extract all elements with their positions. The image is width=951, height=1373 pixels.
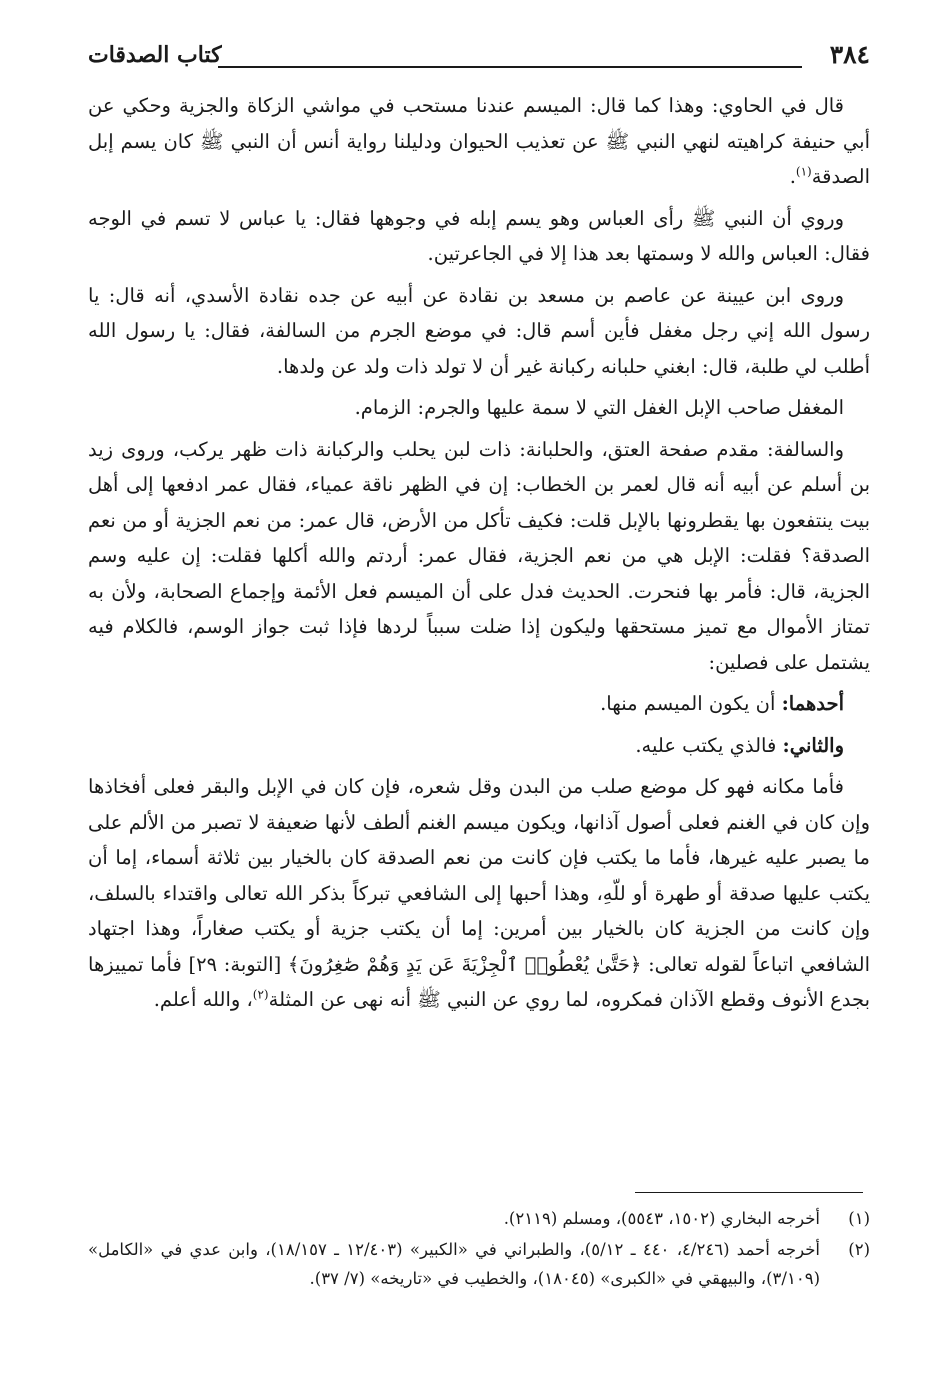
running-title: كتاب الصدقات: [88, 42, 222, 68]
footnotes: [88, 1204, 870, 1295]
section-item: والثاني: فالذي يكتب عليه.: [635, 733, 844, 757]
paragraph: وروي أن النبي ﷺ رأى العباس وهو يسم إبله في وجوهها فقال: يا عباس لا تسم في الوجه فقال: العباس والله لا وسمتها بعد هذا إلا في الجاعرتين.: [88, 206, 870, 265]
section-lead: أحدهما:: [781, 692, 844, 715]
page-number: ٣٨٤: [829, 40, 870, 69]
footnote-rule: [635, 1192, 863, 1193]
header-rule: [218, 66, 802, 68]
footnote-ref: (١): [795, 164, 812, 179]
footnote: [88, 1204, 870, 1233]
paragraph: فأما مكانه فهو كل موضع صلب من البدن وقل شعره، فإن كان في الإبل والبقر فعلى أفخاذها وإن كان في الغنم فعلى أصول آذانها، ويكون ميسم الغنم ألطف لأنها ضعيفة لا تصبر من الألم على ما يصبر عليه غيرها، فأما ما يكتب فإن كانت من نعم الصدقة كان بالخيار بين ثلاثة أسماء، إما أن يكتب عليها صدقة أو طهرة أو للّهِ، وهذا أحبها إلى الشافعي تبركاً بذكر الله تعالى واقتداء بالسلف، وإن كانت من الجزية كان بالخيار بين أمرين: إما أن يكتب جزية أو يكتب صغاراً، وهذا اجتهاد الشافعي اتباعاً لقوله تعالى: ﴿حَتَّىٰ يُعْطُوا۟ ٱلْجِزْيَةَ عَن يَدٍ وَهُمْ صَٰغِرُونَ﴾ [التوبة: ٢٩] فأما تمييزها بجدع الأنوف وقطع الآذان فمكروه، لما روي عن النبي ﷺ أنه نهى عن المثلة$^{(٢)}$، والله أعلم.: [88, 775, 870, 1011]
footnote: [88, 1235, 870, 1293]
footnote-ref: (٢): [252, 987, 269, 1002]
footnote-text: أخرجه البخاري (١٥٠٢، ٥٥٤٣)، ومسلم (٢١١٩).: [503, 1209, 820, 1228]
paragraph: قال في الحاوي: وهذا كما قال: الميسم عندنا مستحب في مواشي الزكاة والجزية وحكي عن أبي حنيفة كراهيته لنهي النبي ﷺ عن تعذيب الحيوان ودليلنا رواية أنس أن النبي ﷺ كان يسم إبل الصدقة$^{(١)}$.: [88, 94, 870, 188]
footnote-text: أخرجه أحمد (٤/٢٤٦، ٤٤٠ ـ ٥/١٢)، والطبراني في «الكبير» (١٢/٤٠٣ ـ ١٨/١٥٧)، وابن عدي في «الكامل» (٣/١٠٩)، والبيهقي في «الكبرى» (١٨٠٤٥)، والخطيب في «تاريخه» (٧/ ٣٧).: [88, 1240, 820, 1288]
main-text: [88, 88, 870, 1024]
footnote-number: (١): [848, 1209, 870, 1228]
page-header: [88, 40, 870, 80]
paragraph: المغفل صاحب الإبل الغفل التي لا سمة عليها والجرم: الزمام.: [354, 396, 844, 419]
paragraph: والسالفة: مقدم صفحة العتق، والحلبانة: ذات لبن يحلب والركبانة ذات ظهر يركب، وروى زيد بن أسلم عن أبيه أنه قال لعمر بن الخطاب: إن في الظهر ناقة عمياء، فقال عمر ادفعها إلى أهل بيت ينتفعون بها يقطرونها بالإبل قلت: فكيف تأكل من الأرض، قال عمر: من نعم الجزية أو من نعم الصدقة؟ فقلت: الإبل هي من نعم الجزية، فقال عمر: أردتم والله أكلها فقلت: إن عليه وسم الجزية، قال: فأمر بها فنحرت. الحديث فدل على أن الميسم فعل الأئمة وإجماع الصحابة، ولأن به تمتاز الأموال مع تميز مستحقها وليكون إذا ضلت سبباً لردها فإذا ثبت جواز الوسم، فالكلام فيه يشتمل على فصلين:: [88, 437, 870, 674]
section-item: أحدهما: أن يكون الميسم منها.: [600, 692, 844, 715]
section-lead: والثاني:: [782, 733, 844, 757]
paragraph: وروى ابن عيينة عن عاصم بن مسعد بن نقادة عن أبيه عن جده نقادة الأسدي، أنه قال: يا رسول الله إني رجل مغفل فأين أسم قال: في موضع الجرم من السالفة، فقال: يا رسول الله أطلب لي طلبة، قال: ابغني حلبانه ركبانة غير أن لا تولد ذات ولد عن ولدها.: [88, 283, 870, 378]
footnote-number: (٢): [848, 1240, 870, 1259]
